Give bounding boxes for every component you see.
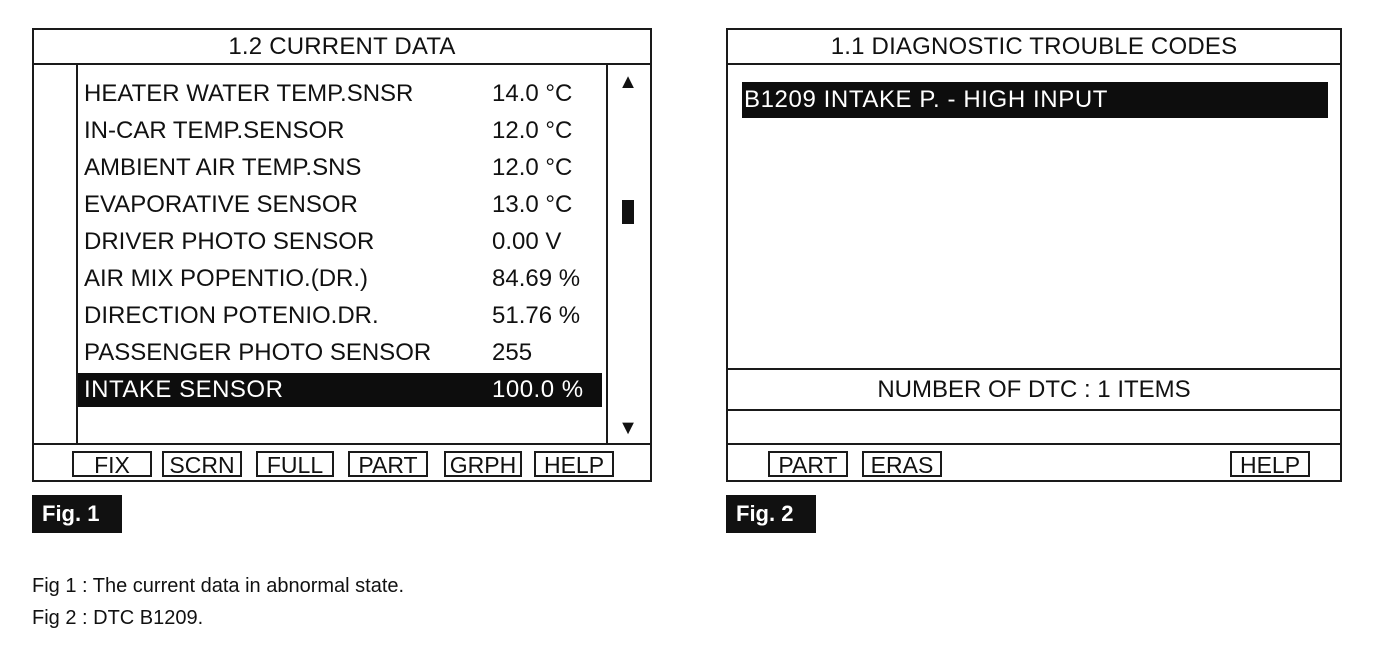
row-label: DRIVER PHOTO SENSOR [84, 228, 375, 255]
row-value: 12.0 °C [492, 117, 573, 144]
help-button[interactable]: HELP [534, 451, 614, 477]
dtc-item-selected[interactable]: B1209 INTAKE P. - HIGH INPUT [742, 82, 1328, 118]
row-value: 0.00 V [492, 228, 562, 255]
scrollbar-thumb[interactable] [622, 200, 634, 224]
data-row[interactable] [78, 225, 606, 259]
data-row[interactable] [78, 299, 606, 333]
row-label: PASSENGER PHOTO SENSOR [84, 339, 432, 366]
dtc-count: NUMBER OF DTC : 1 ITEMS [877, 376, 1191, 403]
row-value: 100.0 % [492, 376, 584, 403]
function-bar-divider [34, 443, 650, 445]
data-list [78, 63, 606, 443]
row-label: AMBIENT AIR TEMP.SNS [84, 154, 362, 181]
scrollbar-divider [606, 63, 608, 443]
scroll-up-arrow-icon[interactable]: ▲ [618, 71, 638, 93]
caption-fig-2: Fig 2 : DTC B1209. [32, 607, 204, 629]
row-value: 14.0 °C [492, 80, 573, 107]
fig-2-tag: Fig. 2 [726, 495, 816, 533]
data-row[interactable] [78, 336, 606, 370]
function-bar-divider [728, 443, 1340, 445]
data-row[interactable] [78, 262, 606, 296]
caption-fig-1: Fig 1 : The current data in abnormal state. [32, 575, 405, 597]
scrn-button[interactable]: SCRN [162, 451, 242, 477]
data-row[interactable] [78, 188, 606, 222]
row-label: INTAKE SENSOR [84, 376, 284, 403]
fix-button[interactable]: FIX [72, 451, 152, 477]
screen-title: 1.1 DIAGNOSTIC TROUBLE CODES [728, 30, 1340, 65]
eras-button[interactable]: ERAS [862, 451, 942, 477]
data-row[interactable] [78, 77, 606, 111]
screen-title: 1.2 CURRENT DATA [34, 30, 650, 65]
row-value: 12.0 °C [492, 154, 573, 181]
row-value: 84.69 % [492, 265, 581, 292]
row-label: IN-CAR TEMP.SENSOR [84, 117, 345, 144]
count-divider-top [728, 368, 1340, 370]
data-row[interactable] [78, 114, 606, 148]
fig-1-tag: Fig. 1 [32, 495, 122, 533]
data-row[interactable] [78, 151, 606, 185]
part-button[interactable]: PART [768, 451, 848, 477]
row-value: 13.0 °C [492, 191, 573, 218]
scroll-down-arrow-icon[interactable]: ▼ [618, 417, 638, 439]
help-button[interactable]: HELP [1230, 451, 1310, 477]
part-button[interactable]: PART [348, 451, 428, 477]
row-label: EVAPORATIVE SENSOR [84, 191, 358, 218]
full-button[interactable]: FULL [256, 451, 334, 477]
row-label: HEATER WATER TEMP.SNSR [84, 80, 414, 107]
grph-button[interactable]: GRPH [444, 451, 522, 477]
row-value: 255 [492, 339, 533, 366]
count-divider-bottom [728, 409, 1340, 411]
current-data-screen [32, 28, 652, 482]
data-row-selected[interactable] [78, 373, 602, 407]
row-label: DIRECTION POTENIO.DR. [84, 302, 379, 329]
row-value: 51.76 % [492, 302, 581, 329]
row-label: AIR MIX POPENTIO.(DR.) [84, 265, 369, 292]
dtc-screen [726, 28, 1342, 482]
